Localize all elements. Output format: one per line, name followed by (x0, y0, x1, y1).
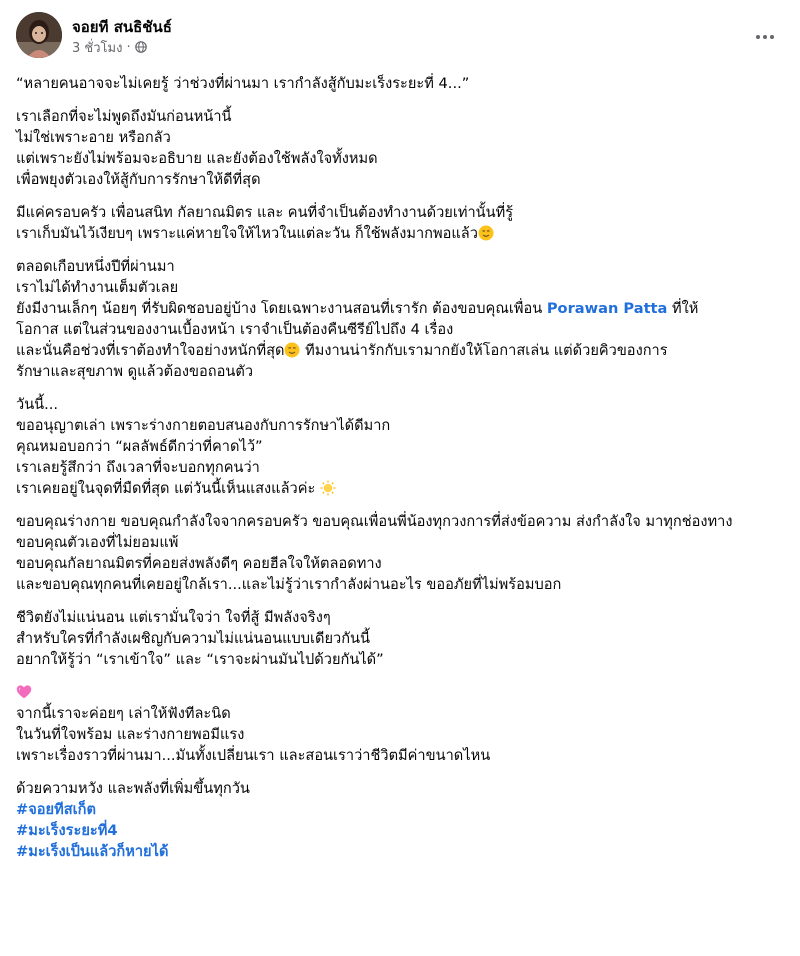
text-span: ยังมีงานเล็กๆ น้อยๆ ที่รับผิดชอบอยู่บ้าง โดยเฉพาะงานสอนที่เรารัก ต้องขอบคุณเพื่อน (16, 300, 547, 317)
text-line: ไม่ใช่เพราะอาย หรือกลัว (16, 129, 171, 146)
text-line: อยากให้รู้ว่า “เราเข้าใจ” และ “เราจะผ่านมันไปด้วยกันได้” (16, 651, 384, 668)
pink-heart-icon (16, 684, 32, 700)
avatar-photo-icon (16, 12, 62, 58)
paragraph-decision (16, 106, 786, 190)
paragraph-work (16, 256, 786, 382)
meta-separator: · (126, 39, 131, 55)
globe-icon[interactable] (135, 41, 147, 53)
text-line: ขออนุญาตเล่า เพราะร่างกายตอบสนองกับการรักษาได้ดีมาก (16, 417, 391, 434)
text-line: ชีวิตยังไม่แน่นอน แต่เรามั่นใจว่า ใจที่สู้ มีพลังจริงๆ (16, 609, 331, 626)
text-line: คุณหมอบอกว่า “ผลลัพธ์ดีกว่าที่คาดไว้” (16, 438, 263, 455)
text-span: ที่ให้ (667, 300, 699, 317)
paragraph-today (16, 394, 786, 499)
author-name[interactable]: จอยที สนธิชันธ์ (72, 18, 172, 36)
text-line: โอกาส แต่ในส่วนของงานเบื้องหน้า เราจำเป็นต้องคืนซีรีย์ไปถึง 4 เรื่อง (16, 321, 454, 338)
more-horizontal-icon (755, 34, 775, 40)
paragraph-closing (16, 778, 786, 862)
text-span: ทีมงานน่ารักกับเรามากยังให้โอกาสเล่น แต่ด้วยคิวของการ (300, 342, 668, 359)
text-line: เพราะเรื่องราวที่ผ่านมา...มันทั้งเปลี่ยนเรา และสอนเราว่าชีวิตมีค่าขนาดไหน (16, 747, 491, 764)
text-line: และขอบคุณทุกคนที่เคยอยู่ใกล้เรา...และไม่รู้ว่าเรากำลังผ่านอะไร ขออภัยที่ไม่พร้อมบอก (16, 576, 562, 593)
paragraph-thanks (16, 511, 786, 595)
text-line: มีแค่ครอบครัว เพื่อนสนิท กัลยาณมิตร และ คนที่จำเป็นต้องทำงานด้วยเท่านั้นที่รู้ (16, 204, 514, 221)
hashtag-link[interactable]: #มะเร็งเป็นแล้วก็หายได้ (16, 843, 169, 860)
text-span: และนั่นคือช่วงที่เราต้องทำใจอย่างหนักที่สุด (16, 342, 285, 359)
text-line (16, 340, 786, 361)
text-line: วันนี้... (16, 396, 59, 413)
text-line: เพื่อพยุงตัวเองให้สู้กับการรักษาให้ดีที่สุด (16, 171, 261, 188)
text-line (16, 478, 786, 499)
paragraph-who-knew (16, 202, 786, 244)
text-span: เราเก็บมันไว้เงียบๆ เพราะแค่หายใจให้ไหวในแต่ละวัน ก็ใช้พลังมากพอแล้ว (16, 225, 478, 242)
text-line: ในวันที่ใจพร้อม และร่างกายพอมีแรง (16, 726, 245, 743)
paragraph-life (16, 607, 786, 670)
mention-link[interactable]: Porawan Patta (546, 300, 668, 317)
text-line: ตลอดเกือบหนึ่งปีที่ผ่านมา (16, 258, 175, 275)
paragraph-future (16, 682, 786, 766)
relieved-face-icon (284, 342, 300, 358)
heart-line (16, 682, 786, 703)
text-line: เราเลยรู้สึกว่า ถึงเวลาที่จะบอกทุกคนว่า (16, 459, 260, 476)
text-line: รักษาและสุขภาพ ดูแล้วต้องขอถอนตัว (16, 363, 254, 380)
hashtag-link[interactable]: #จอยทีสเก็ต (16, 801, 96, 818)
text-line (16, 223, 786, 244)
avatar[interactable] (16, 12, 62, 58)
relieved-face-icon (478, 225, 494, 241)
text-line: เราไม่ได้ทำงานเต็มตัวเลย (16, 279, 179, 296)
text-line: สำหรับใครที่กำลังเผชิญกับความไม่แน่นอนแบบเดียวกันนี้ (16, 630, 371, 647)
paragraph-intro (16, 73, 786, 94)
post-meta (72, 39, 147, 55)
text-line: ขอบคุณกัลยาณมิตรที่คอยส่งพลังดีๆ คอยฮีลใจให้ตลอดทาง (16, 555, 382, 572)
hashtag-link[interactable]: #มะเร็งระยะที่4 (16, 822, 118, 839)
post-header (16, 12, 784, 60)
more-options-button[interactable] (748, 20, 782, 54)
text-line: ด้วยความหวัง และพลังที่เพิ่มขึ้นทุกวัน (16, 780, 250, 797)
text-line (16, 298, 786, 319)
text-span: เราเคยอยู่ในจุดที่มืดที่สุด แต่วันนี้เห็นแสงแล้วค่ะ (16, 480, 316, 497)
text-line: เราเลือกที่จะไม่พูดถึงมันก่อนหน้านี้ (16, 108, 232, 125)
text-line: จากนี้เราจะค่อยๆ เล่าให้ฟังทีละนิด (16, 705, 231, 722)
post-time[interactable]: 3 ชั่วโมง (72, 40, 123, 56)
sun-icon (320, 480, 336, 496)
text-line: ขอบคุณตัวเองที่ไม่ยอมแพ้ (16, 534, 179, 551)
text-line: แต่เพราะยังไม่พร้อมจะอธิบาย และยังต้องใช้พลังใจทั้งหมด (16, 150, 378, 167)
post-text (16, 73, 786, 874)
text-line: ขอบคุณร่างกาย ขอบคุณกำลังใจจากครอบครัว ขอบคุณเพื่อนพี่น้องทุกวงการที่ส่งข้อความ ส่งกำลังใจ มาทุกช่องทาง (16, 513, 733, 530)
text-line: “หลายคนอาจจะไม่เคยรู้ ว่าช่วงที่ผ่านมา เรากำลังสู้กับมะเร็งระยะที่ 4...” (16, 75, 470, 92)
